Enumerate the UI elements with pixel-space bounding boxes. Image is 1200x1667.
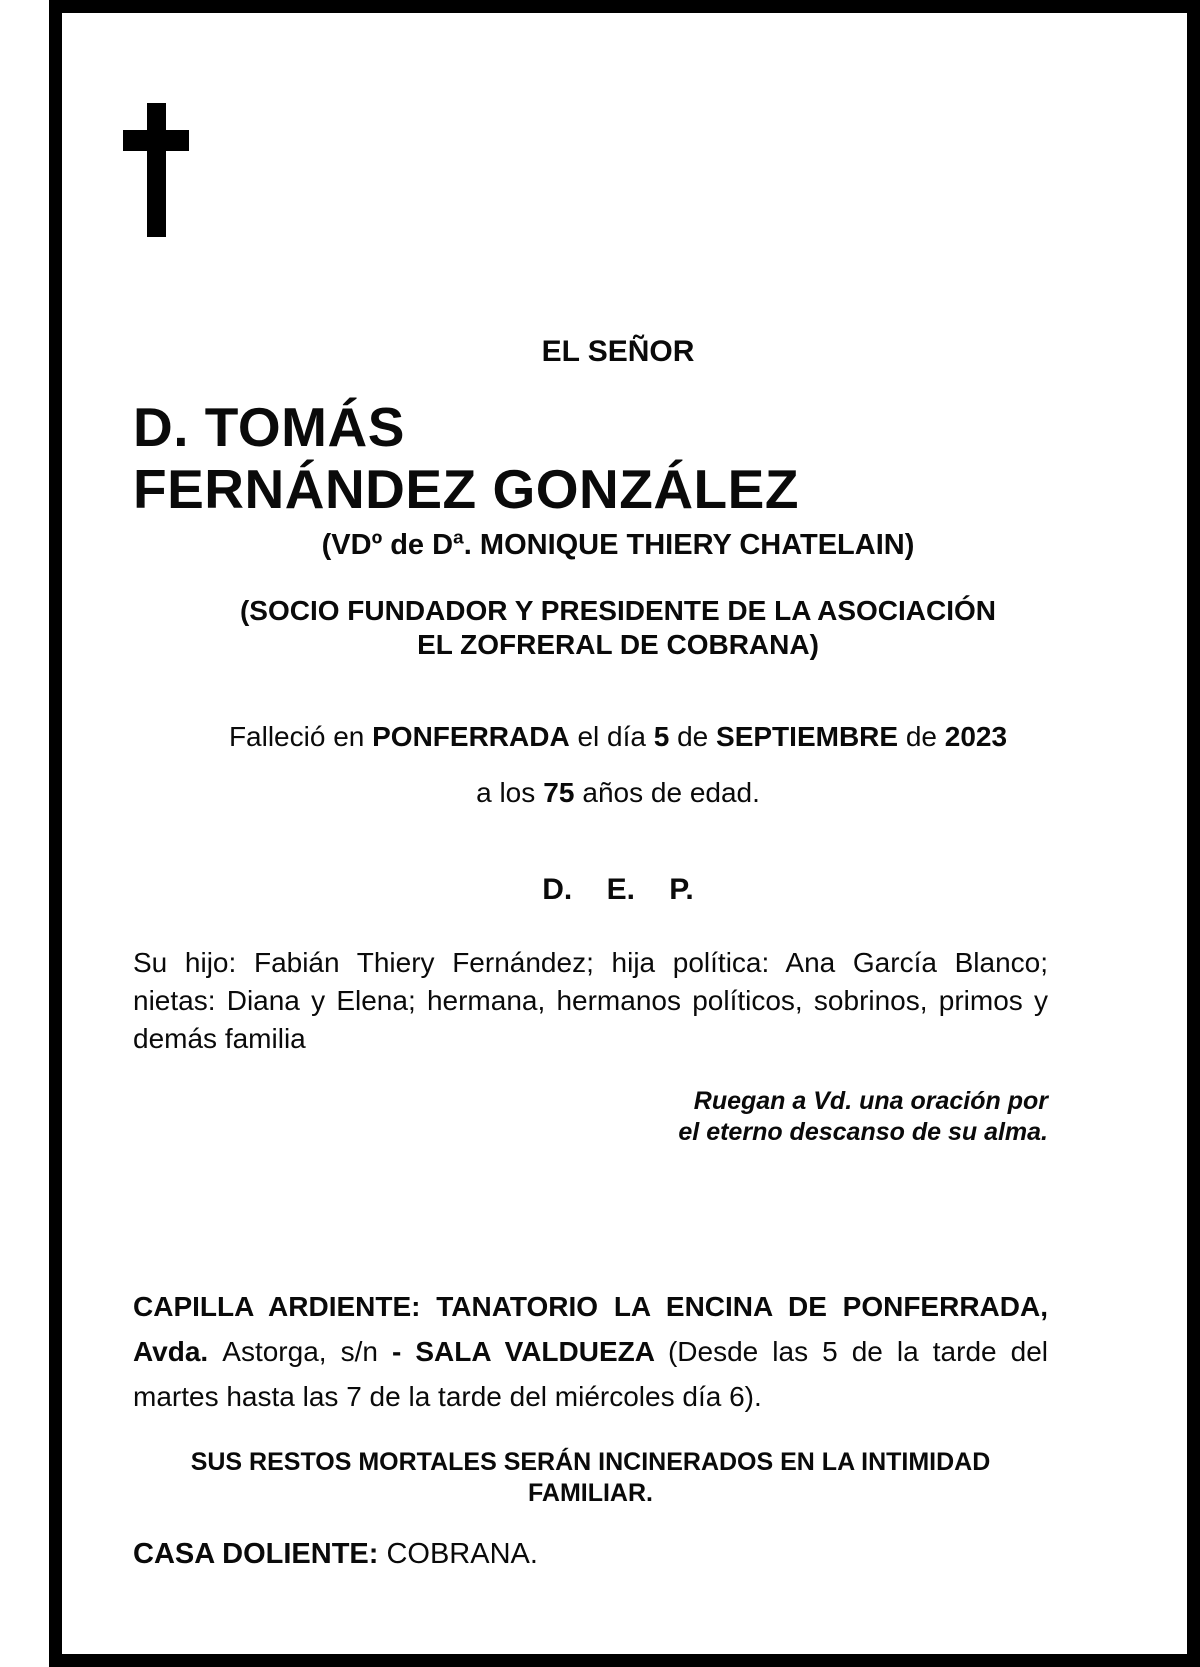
prayer-block — [133, 1086, 1048, 1148]
prayer-line-1: Ruegan a Vd. una oración por — [693, 1087, 1048, 1115]
wake-part-street: Astorga, s/n — [222, 1336, 392, 1367]
death-part-mid2: de — [669, 721, 717, 752]
age-value: 75 — [543, 777, 575, 808]
name-line-1: D. TOMÁS — [133, 396, 405, 458]
name-line-2: FERNÁNDEZ GONZÁLEZ — [133, 458, 799, 520]
death-part-mid1: el día — [569, 721, 654, 752]
role-line-1: (SOCIO FUNDADOR Y PRESIDENTE DE LA ASOCIACIÓN — [239, 595, 997, 626]
honorific-line: EL SEÑOR — [541, 335, 695, 368]
mourning-value: COBRANA. — [386, 1538, 538, 1570]
deceased-name — [133, 396, 1103, 520]
age-suffix: años de edad. — [582, 777, 760, 808]
wake-part-schedule: (Desde las 5 de la tarde del martes hasta las 7 de la tarde del miércoles día 6). — [133, 1336, 1048, 1412]
death-part-prefix: Falleció en — [228, 721, 373, 752]
wake-paragraph — [133, 1284, 1048, 1419]
widower-line: (VDº de Dª. MONIQUE THIERY CHATELAIN) — [321, 529, 915, 561]
wake-part-room: - SALA VALDUEZA — [392, 1336, 668, 1367]
death-part-mid3: de — [898, 721, 945, 752]
cremation-line: SUS RESTOS MORTALES SERÁN INCINERADOS EN LA INTIMIDAD FAMILIAR. — [190, 1448, 991, 1507]
death-day: 5 — [653, 721, 670, 752]
age-prefix: a los — [476, 777, 536, 808]
mourning-house-line — [133, 1537, 1048, 1571]
role-line-2: EL ZOFRERAL DE COBRANA) — [417, 629, 819, 660]
mourning-label: CASA DOLIENTE: — [133, 1538, 379, 1570]
prayer-line-2: el eterno descanso de su alma. — [678, 1118, 1048, 1146]
death-month: SEPTIEMBRE — [716, 721, 899, 752]
dep-line: D. E. P. — [542, 873, 694, 906]
death-notice-line — [133, 720, 1103, 754]
family-paragraph: Su hijo: Fabián Thiery Fernández; hija política: Ana García Blanco; nietas: Diana y Elena; hermana, hermanos políticos, sobrinos, primos y demás familia — [133, 947, 1048, 1054]
role-lines — [133, 594, 1103, 662]
age-line — [133, 776, 1103, 810]
esquela-content — [63, 12, 1188, 1653]
death-year: 2023 — [944, 721, 1008, 752]
death-place: PONFERRADA — [372, 721, 570, 752]
wake-part-venue: CAPILLA ARDIENTE: TANATORIO LA ENCINA DE PONFERRADA, Avda. — [133, 1291, 1048, 1367]
